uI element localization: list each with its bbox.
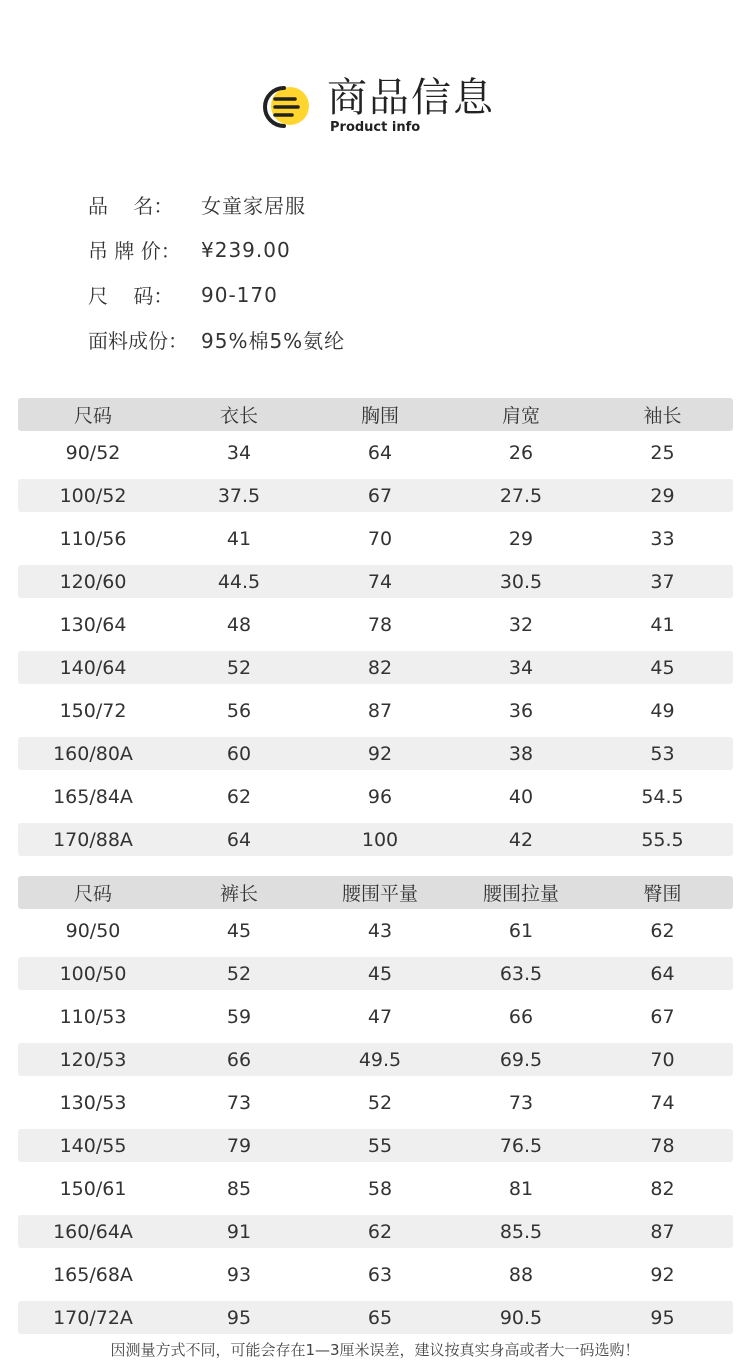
table-cell: 67: [650, 1005, 675, 1028]
table-cell: 63.5: [499, 962, 543, 985]
table-cell: 70: [367, 527, 393, 550]
table-cell: 67: [367, 484, 393, 507]
table-row: [18, 737, 733, 770]
table-cell: 45: [367, 962, 393, 985]
table-cell: 96: [367, 785, 393, 808]
table-header-cell: 臀围: [643, 883, 682, 905]
table-row: [18, 995, 733, 1038]
table-cell: 90/50: [65, 919, 121, 942]
table-cell: 33: [650, 527, 675, 550]
table-cell: 170/88A: [53, 828, 133, 851]
table-row: [18, 479, 733, 512]
table-row: [18, 431, 733, 474]
table-cell: 44.5: [217, 570, 261, 593]
table-cell: 92: [650, 1263, 675, 1286]
table-row: [18, 957, 733, 990]
table-cell: 41: [650, 613, 675, 636]
table-cell: 87: [650, 1220, 675, 1243]
table-header-cell: 袖长: [643, 405, 682, 427]
table-cell: 165/84A: [53, 785, 133, 808]
table-cell: 74: [650, 1091, 675, 1114]
table-row: [18, 1253, 733, 1296]
table-cell: 29: [650, 484, 675, 507]
table-cell: 49.5: [358, 1048, 402, 1071]
table-cell: 85: [226, 1177, 252, 1200]
info-value: 女童家居服: [201, 194, 306, 218]
table-cell: 91: [226, 1220, 252, 1243]
table-cell: 120/60: [59, 570, 127, 593]
table-cell: 42: [508, 828, 534, 851]
info-value: ¥239.00: [201, 237, 291, 262]
table-cell: 62: [650, 919, 675, 942]
section-header: [0, 0, 750, 150]
table-cell: 55: [367, 1134, 393, 1157]
table-cell: 88: [508, 1263, 534, 1286]
table-row: [18, 517, 733, 560]
table-cell: 37: [650, 570, 675, 593]
footnote: 因测量方式不同，可能会存在1—3厘米误差，建议按真实身高或者大一码选购！: [110, 1341, 640, 1359]
table-cell: 85.5: [499, 1220, 543, 1243]
table-header-cell: 肩宽: [501, 405, 540, 427]
top-size-table: [18, 398, 733, 861]
table-header-cell: 裤长: [219, 883, 258, 905]
table-cell: 64: [650, 962, 675, 985]
table-cell: 40: [508, 785, 534, 808]
table-cell: 140/64: [59, 656, 127, 679]
table-cell: 165/68A: [53, 1263, 133, 1286]
table-cell: 36: [508, 699, 534, 722]
table-cell: 25: [650, 441, 675, 464]
table-cell: 62: [226, 785, 252, 808]
table-cell: 110/53: [59, 1005, 127, 1028]
table-cell: 160/80A: [53, 742, 133, 765]
table-cell: 82: [367, 656, 393, 679]
table-cell: 53: [650, 742, 675, 765]
table-cell: 38: [508, 742, 534, 765]
page-subtitle: Product info: [330, 120, 421, 135]
table-header-cell: 衣长: [219, 405, 258, 427]
info-value: 90-170: [201, 282, 278, 307]
table-cell: 26: [508, 441, 534, 464]
table-cell: 66: [508, 1005, 534, 1028]
table-row: [18, 651, 733, 684]
info-label: 尺 码：: [88, 284, 174, 308]
table-cell: 93: [226, 1263, 252, 1286]
table-cell: 66: [226, 1048, 252, 1071]
info-label: 品 名：: [88, 194, 174, 218]
table-cell: 150/61: [59, 1177, 127, 1200]
table-cell: 61: [508, 919, 534, 942]
table-cell: 92: [367, 742, 393, 765]
table-header-cell: 腰围平量: [341, 883, 418, 905]
table-cell: 69.5: [499, 1048, 543, 1071]
table-cell: 95: [650, 1306, 675, 1329]
table-cell: 110/56: [59, 527, 127, 550]
table-cell: 100/50: [59, 962, 127, 985]
table-cell: 48: [226, 613, 252, 636]
table-header-cell: 尺码: [73, 405, 112, 427]
table-cell: 34: [226, 441, 252, 464]
table-cell: 79: [226, 1134, 252, 1157]
table-cell: 55.5: [641, 828, 684, 851]
table-header-cell: 腰围拉量: [482, 883, 559, 905]
table-cell: 170/72A: [53, 1306, 133, 1329]
info-row-price: [88, 227, 688, 272]
table-cell: 52: [226, 962, 252, 985]
table-cell: 64: [367, 441, 393, 464]
table-cell: 45: [226, 919, 252, 942]
table-row: [18, 1081, 733, 1124]
table-cell: 30.5: [499, 570, 543, 593]
product-info: [88, 182, 688, 362]
table-header-row: [18, 876, 733, 909]
info-row-fabric: [88, 317, 688, 362]
table-header-cell: 胸围: [360, 405, 399, 427]
info-row-size: [88, 272, 688, 317]
table-cell: 120/53: [59, 1048, 127, 1071]
table-row: [18, 689, 733, 732]
list-badge-icon: [262, 80, 314, 132]
table-cell: 140/55: [59, 1134, 127, 1157]
table-cell: 41: [226, 527, 252, 550]
table-row: [18, 1043, 733, 1076]
table-cell: 52: [367, 1091, 393, 1114]
table-header-cell: 尺码: [73, 883, 112, 905]
table-cell: 70: [650, 1048, 675, 1071]
table-cell: 32: [508, 613, 534, 636]
table-row: [18, 1167, 733, 1210]
table-cell: 63: [367, 1263, 393, 1286]
table-cell: 27.5: [499, 484, 543, 507]
bottom-size-table: [18, 876, 733, 1339]
table-cell: 78: [367, 613, 393, 636]
table-cell: 29: [508, 527, 534, 550]
table-cell: 43: [367, 919, 393, 942]
table-row: [18, 823, 733, 856]
table-cell: 78: [650, 1134, 675, 1157]
table-cell: 90.5: [499, 1306, 543, 1329]
info-label: 吊 牌 价：: [88, 239, 181, 263]
table-cell: 54.5: [641, 785, 684, 808]
table-row: [18, 1129, 733, 1162]
table-row: [18, 775, 733, 818]
table-cell: 130/64: [59, 613, 127, 636]
table-header-row: [18, 398, 733, 431]
table-cell: 81: [508, 1177, 534, 1200]
table-cell: 76.5: [499, 1134, 543, 1157]
table-cell: 160/64A: [53, 1220, 133, 1243]
table-cell: 74: [367, 570, 393, 593]
table-cell: 82: [650, 1177, 675, 1200]
table-cell: 56: [226, 699, 252, 722]
table-row: [18, 603, 733, 646]
table-cell: 100/52: [59, 484, 127, 507]
table-cell: 65: [367, 1306, 393, 1329]
table-cell: 73: [508, 1091, 534, 1114]
table-cell: 62: [367, 1220, 393, 1243]
table-cell: 49: [650, 699, 675, 722]
table-row: [18, 1215, 733, 1248]
table-row: [18, 1301, 733, 1334]
info-label: 面料成份：: [88, 329, 188, 353]
table-cell: 73: [226, 1091, 252, 1114]
table-cell: 95: [226, 1306, 252, 1329]
table-cell: 60: [226, 742, 252, 765]
table-cell: 47: [367, 1005, 393, 1028]
table-cell: 34: [508, 656, 534, 679]
table-cell: 90/52: [65, 441, 121, 464]
table-cell: 64: [226, 828, 252, 851]
table-cell: 58: [367, 1177, 393, 1200]
table-cell: 52: [226, 656, 252, 679]
info-row-name: [88, 182, 688, 227]
table-cell: 87: [367, 699, 393, 722]
table-row: [18, 565, 733, 598]
table-cell: 59: [226, 1005, 252, 1028]
table-cell: 45: [650, 656, 675, 679]
table-cell: 150/72: [59, 699, 127, 722]
page-title: 商品信息: [327, 75, 495, 121]
table-cell: 100: [361, 828, 399, 851]
info-value: 95%棉5%氨纶: [201, 329, 346, 353]
table-cell: 130/53: [59, 1091, 127, 1114]
table-row: [18, 909, 733, 952]
table-cell: 37.5: [217, 484, 261, 507]
